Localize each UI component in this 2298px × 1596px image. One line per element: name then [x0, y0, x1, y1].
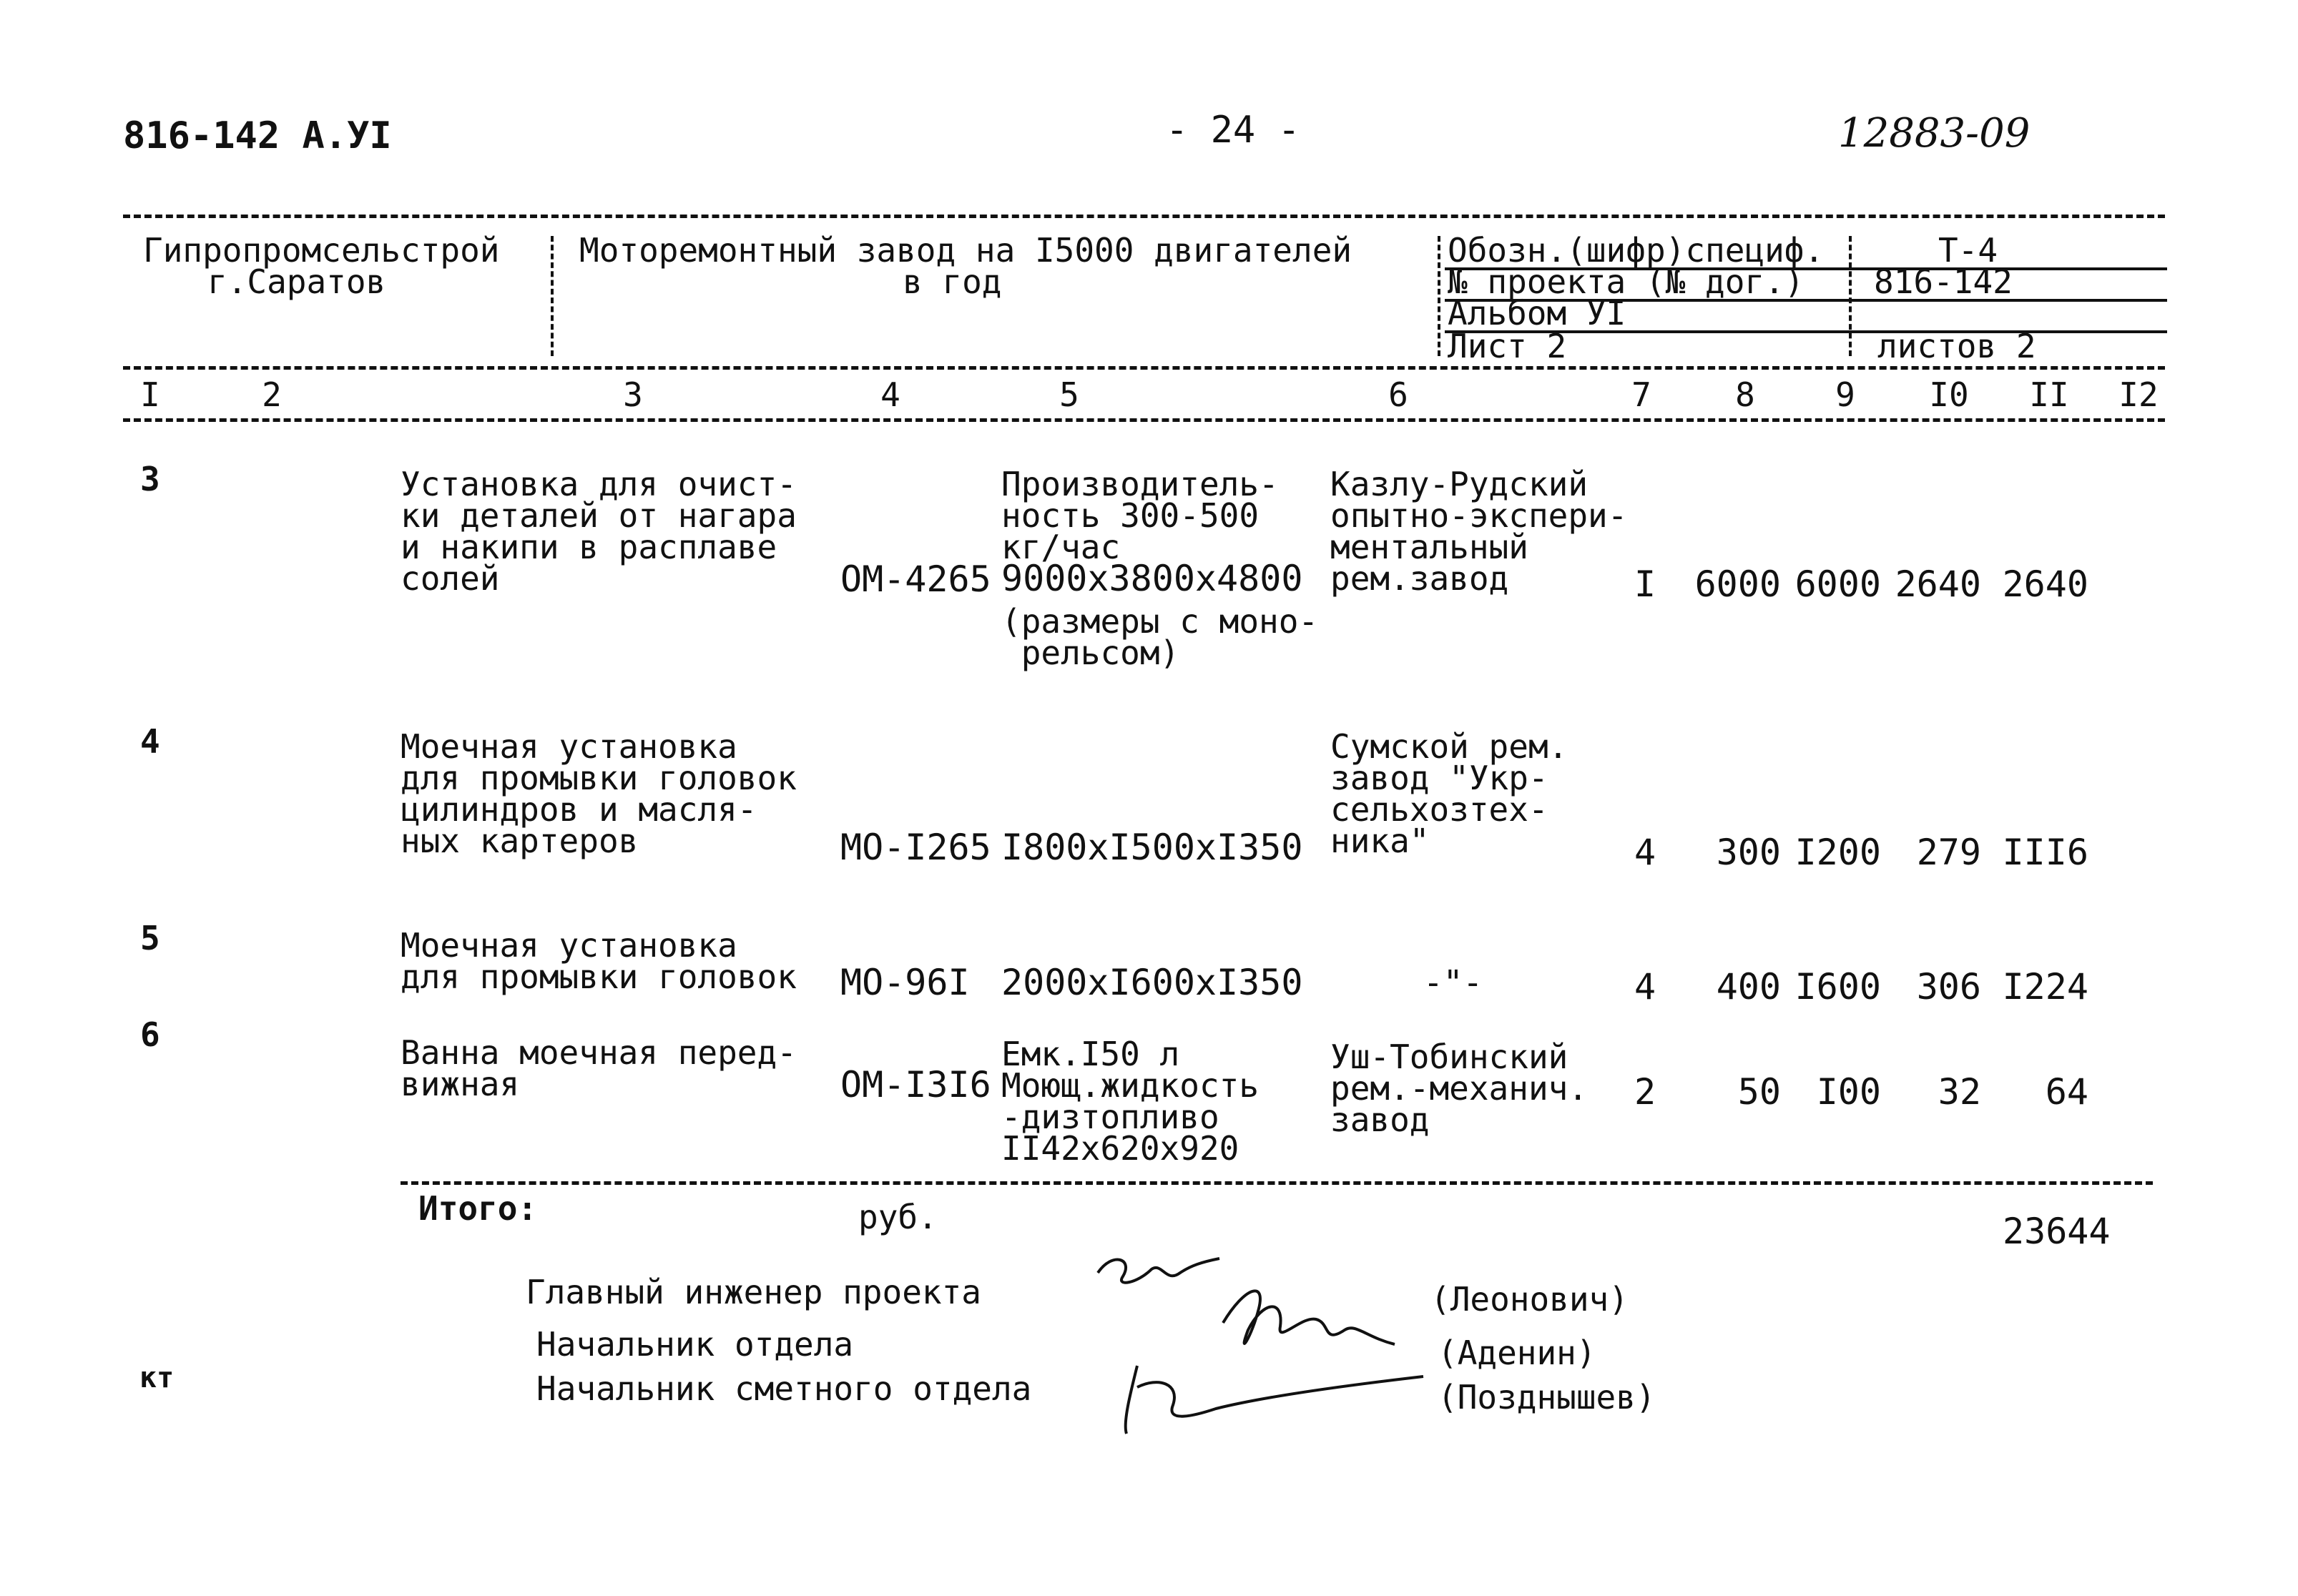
item-spec-line: Емк.I50 л [1001, 1035, 1180, 1073]
total-unit: руб. [858, 1198, 938, 1236]
unit-install-cost: 2640 [1895, 563, 1981, 605]
col-number: 3 [623, 375, 643, 414]
org-name: Гипропромсельстрой [143, 231, 500, 270]
signatory-title: Главный инженер проекта [526, 1273, 981, 1311]
manufacturer-line: ментальный [1330, 528, 1528, 566]
item-spec-line: кг/час [1001, 528, 1121, 566]
signature-mark-2 [1223, 1291, 1395, 1344]
unit-install-cost: 306 [1916, 966, 1981, 1008]
col-number: 4 [880, 375, 900, 414]
item-name-line: ки деталей от нагара [401, 496, 797, 535]
col-number: 5 [1059, 375, 1079, 414]
row-number: 6 [140, 1015, 160, 1054]
handwritten-code: 12883-09 [1838, 110, 2031, 157]
manufacturer-line: рем.завод [1330, 559, 1509, 598]
item-spec-line: 2000хI600хI350 [1001, 962, 1303, 1003]
signature-mark-1 [1098, 1258, 1219, 1283]
signatory-name: (Аденин) [1438, 1334, 1596, 1372]
total-price: 6000 [1794, 563, 1881, 605]
project-no-label: № проекта (№ дог.) [1448, 262, 1804, 301]
quantity: 2 [1634, 1071, 1656, 1113]
album-label: Альбом УI [1448, 294, 1626, 332]
spec-label: Обозн.(шифр)специф. [1448, 231, 1825, 270]
total-install-cost: I224 [2002, 966, 2088, 1008]
project-no-value: 816-142 [1874, 262, 2013, 301]
manufacturer-line: ника" [1330, 822, 1430, 860]
item-name-line: вижная [401, 1065, 520, 1103]
total-install-cost: 64 [2045, 1071, 2088, 1113]
item-name-line: Моечная установка [401, 926, 737, 965]
total-install-cost: 2640 [2002, 563, 2088, 605]
unit-price: 50 [1737, 1071, 1781, 1113]
manufacturer-line: рем.-механич. [1330, 1069, 1589, 1108]
row-number: 4 [140, 722, 160, 761]
col-number: I2 [2118, 375, 2159, 414]
doc-code: 816-142 А.УI [123, 114, 392, 157]
unit-install-cost: 279 [1916, 832, 1981, 873]
title-block-top-rule [123, 215, 2165, 218]
title-block-divider-1 [551, 236, 554, 356]
item-spec-line: (размеры с моно- [1001, 602, 1319, 641]
manufacturer-line: сельхозтех- [1330, 790, 1548, 829]
sheet-label: Лист 2 [1448, 327, 1567, 365]
item-spec-line: ность 300-500 [1001, 496, 1260, 535]
item-spec-line: Моющ.жидкость [1001, 1066, 1260, 1105]
item-code: ОМ-4265 [840, 558, 991, 600]
item-code: МО-I265 [840, 827, 991, 868]
item-name-line: и накипи в расплаве [401, 528, 777, 566]
title-block-divider-3 [1849, 236, 1852, 356]
total-price: I00 [1816, 1071, 1881, 1113]
signature-mark-3 [1126, 1366, 1423, 1434]
col-number: 9 [1835, 375, 1855, 414]
spec-value: Т-4 [1938, 231, 1998, 270]
item-name-line: Моечная установка [401, 727, 737, 766]
manufacturer-line: -"- [1423, 963, 1483, 1002]
total-price: I600 [1794, 966, 1881, 1008]
item-name-line: цилиндров и масля- [401, 790, 757, 829]
col-number: 2 [262, 375, 282, 414]
manufacturer-line: Сумской рем. [1330, 727, 1568, 766]
title-block-divider-2 [1438, 236, 1440, 356]
item-name-line: для промывки головок [401, 957, 797, 996]
signatory-name: (Позднышев) [1438, 1378, 1656, 1417]
item-spec-line: II42х620х920 [1001, 1129, 1239, 1168]
manufacturer-line: Казлу-Рудский [1330, 465, 1589, 503]
item-name-line: ных картеров [401, 822, 639, 860]
page-number: - 24 - [1166, 109, 1300, 152]
totals-rule [401, 1181, 2153, 1185]
col-number: I0 [1929, 375, 1969, 414]
project-title: Моторемонтный завод на I5000 двигателей [579, 231, 1352, 270]
org-city: г.Саратов [207, 262, 386, 301]
col-number: II [2029, 375, 2069, 414]
col-number: 6 [1388, 375, 1408, 414]
quantity: 4 [1634, 832, 1656, 873]
signatory-title: Начальник отдела [536, 1325, 854, 1364]
item-spec-line: I800хI500хI350 [1001, 827, 1303, 868]
item-code: МО-96I [840, 962, 970, 1003]
column-header-rule [123, 418, 2165, 422]
total-price: I200 [1794, 832, 1881, 873]
signatory-name: (Леонович) [1430, 1280, 1629, 1319]
col-number: I [140, 375, 160, 414]
manufacturer-line: завод [1330, 1100, 1430, 1139]
handwritten-signatures [1094, 1237, 1523, 1452]
title-block-bottom-rule [123, 366, 2165, 370]
item-name-line: Ванна моечная перед- [401, 1033, 797, 1072]
col-number: 8 [1735, 375, 1755, 414]
unit-price: 300 [1716, 832, 1781, 873]
item-name-line: солей [401, 559, 500, 598]
item-spec-line: 9000х3800х4800 [1001, 558, 1303, 599]
unit-install-cost: 32 [1938, 1071, 1981, 1113]
item-spec-line: рельсом) [1001, 634, 1180, 672]
total-value: 23644 [2003, 1211, 2111, 1252]
manufacturer-line: опытно-экспери- [1330, 496, 1628, 535]
unit-price: 400 [1716, 966, 1781, 1008]
signatory-title: Начальник сметного отдела [536, 1369, 1032, 1408]
project-title-line2: в год [903, 262, 1002, 301]
quantity: 4 [1634, 966, 1656, 1008]
item-spec-line: -дизтопливо [1001, 1098, 1219, 1136]
item-spec-line: Производитель- [1001, 465, 1279, 503]
manufacturer-line: Уш-Тобинский [1330, 1038, 1568, 1076]
total-install-cost: III6 [2002, 832, 2088, 873]
manufacturer-line: завод "Укр- [1330, 759, 1548, 797]
row-number: 3 [140, 460, 160, 498]
item-name-line: Установка для очист- [401, 465, 797, 503]
quantity: I [1634, 563, 1656, 605]
item-code: ОМ-I3I6 [840, 1064, 991, 1105]
sheets-label: листов 2 [1877, 327, 2036, 365]
unit-price: 6000 [1694, 563, 1781, 605]
margin-mark: кт [139, 1361, 175, 1394]
total-label: Итого: [418, 1189, 538, 1228]
row-number: 5 [140, 919, 160, 957]
item-name-line: для промывки головок [401, 759, 797, 797]
col-number: 7 [1631, 375, 1651, 414]
